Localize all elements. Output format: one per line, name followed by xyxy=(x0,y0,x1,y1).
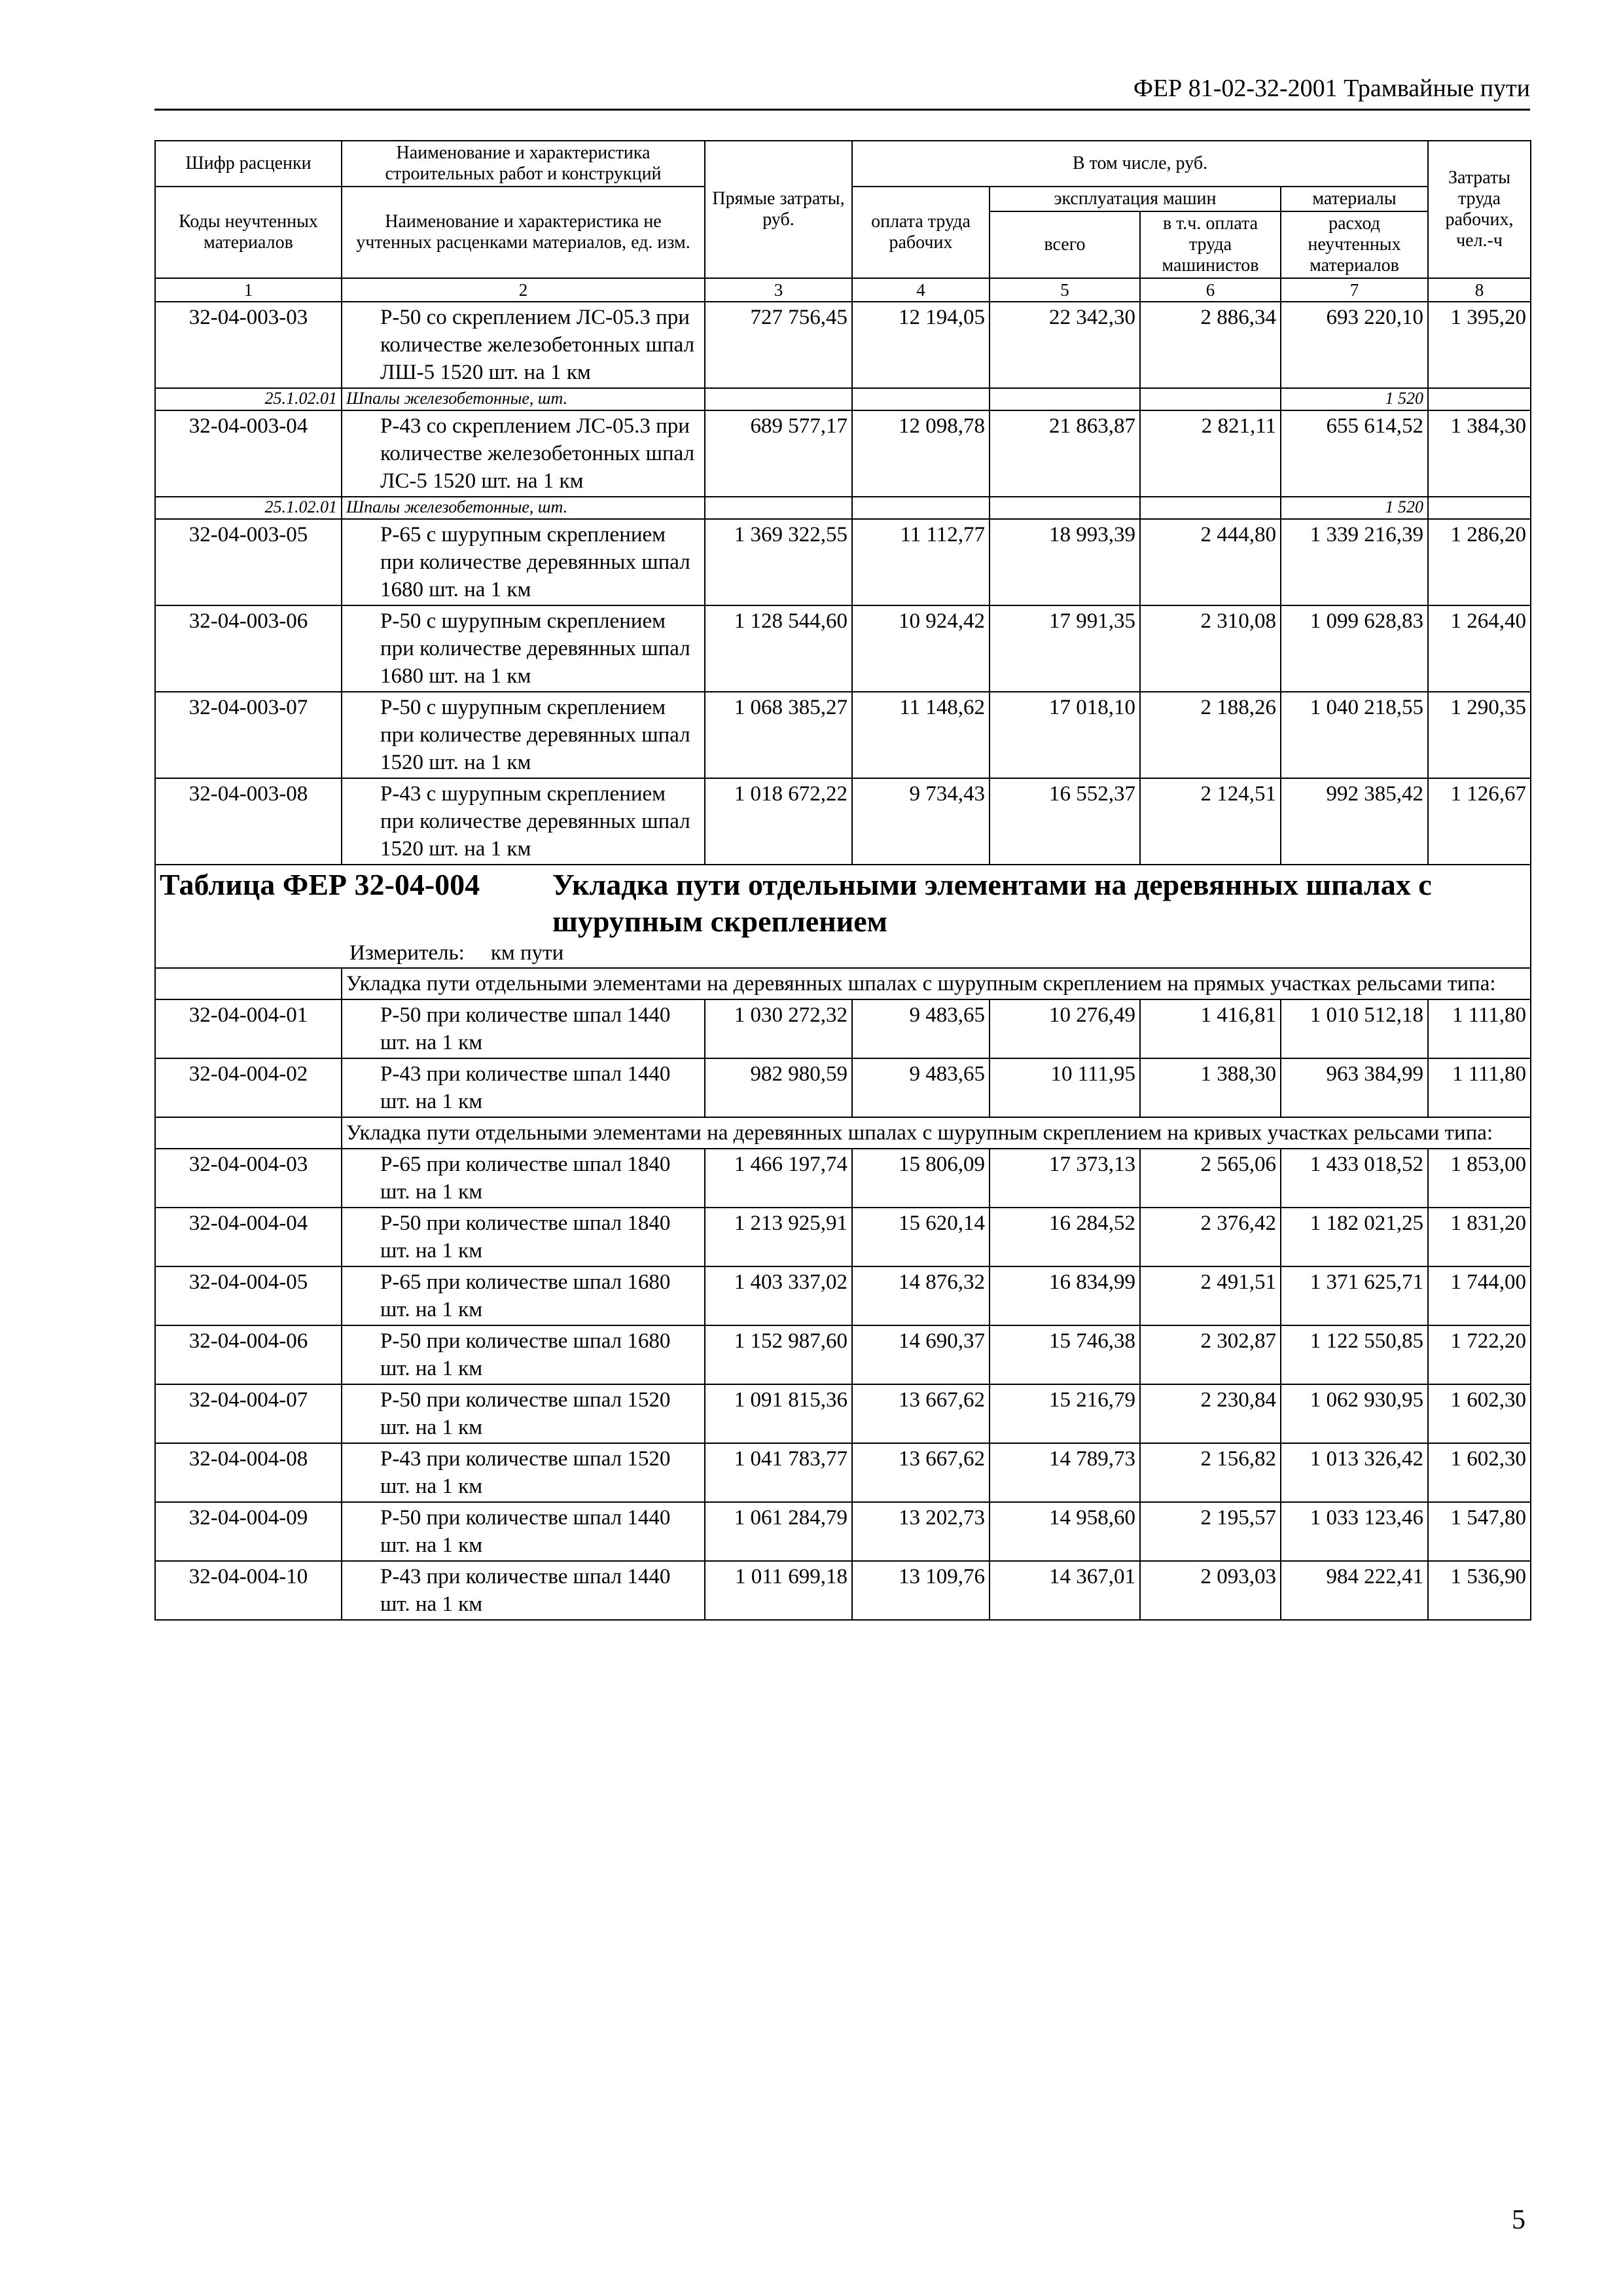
material-row xyxy=(155,497,1531,519)
value-direct: 1 369 322,55 xyxy=(705,519,852,605)
work-description: Р-50 при количестве шпал 1840 шт. на 1 км xyxy=(342,1208,705,1266)
material-row xyxy=(155,388,1531,410)
value-materials: 992 385,42 xyxy=(1281,778,1428,865)
value-direct: 689 577,17 xyxy=(705,410,852,497)
value-mach-labor: 2 156,82 xyxy=(1140,1443,1281,1502)
empty-cell xyxy=(705,497,852,519)
work-description: Р-50 при количестве шпал 1440 шт. на 1 км xyxy=(342,1502,705,1561)
value-labor-hours: 1 536,90 xyxy=(1428,1561,1531,1620)
value-mach-labor: 2 491,51 xyxy=(1140,1266,1281,1325)
value-labor: 13 109,76 xyxy=(852,1561,990,1620)
value-direct: 1 061 284,79 xyxy=(705,1502,852,1561)
value-labor-hours: 1 602,30 xyxy=(1428,1384,1531,1443)
value-materials: 655 614,52 xyxy=(1281,410,1428,497)
work-description: Р-43 со скреплением ЛС-05.3 при количестве железобетонных шпал ЛС-5 1520 шт. на 1 км xyxy=(342,410,705,497)
value-labor: 13 202,73 xyxy=(852,1502,990,1561)
work-description: Р-50 при количестве шпал 1680 шт. на 1 км xyxy=(342,1325,705,1384)
empty-cell xyxy=(1140,388,1281,410)
rate-code: 32-04-003-05 xyxy=(155,519,342,605)
subsection-heading: Укладка пути отдельными элементами на деревянных шпалах с шурупным скреплением на кривых участках рельсами типа: xyxy=(342,1117,1531,1149)
value-mach-labor: 2 821,11 xyxy=(1140,410,1281,497)
table-row xyxy=(155,692,1531,778)
value-mach-labor: 2 302,87 xyxy=(1140,1325,1281,1384)
empty-cell xyxy=(705,388,852,410)
measure-unit xyxy=(160,940,1526,966)
rate-code: 32-04-004-02 xyxy=(155,1058,342,1117)
column-number: 5 xyxy=(990,278,1140,302)
material-code: 25.1.02.01 xyxy=(155,388,342,410)
value-mach-labor: 2 376,42 xyxy=(1140,1208,1281,1266)
value-mach-total: 18 993,39 xyxy=(990,519,1140,605)
table-number: Таблица ФЕР 32-04-004 xyxy=(160,868,480,901)
rate-code: 32-04-004-04 xyxy=(155,1208,342,1266)
work-description: Р-43 с шурупным скреплением при количестве деревянных шпал 1520 шт. на 1 км xyxy=(342,778,705,865)
value-labor: 15 806,09 xyxy=(852,1149,990,1208)
empty-cell xyxy=(852,497,990,519)
value-mach-labor: 2 886,34 xyxy=(1140,302,1281,388)
value-mach-total: 21 863,87 xyxy=(990,410,1140,497)
material-code: 25.1.02.01 xyxy=(155,497,342,519)
value-mach-labor: 2 310,08 xyxy=(1140,605,1281,692)
value-labor: 12 194,05 xyxy=(852,302,990,388)
table-row xyxy=(155,1325,1531,1384)
value-materials: 693 220,10 xyxy=(1281,302,1428,388)
value-labor-hours: 1 853,00 xyxy=(1428,1149,1531,1208)
rate-code: 32-04-004-05 xyxy=(155,1266,342,1325)
subsection-heading: Укладка пути отдельными элементами на деревянных шпалах с шурупным скреплением на прямых участках рельсами типа: xyxy=(342,968,1531,999)
value-labor: 14 876,32 xyxy=(852,1266,990,1325)
table-row xyxy=(155,302,1531,388)
work-description: Р-50 со скреплением ЛС-05.3 при количестве железобетонных шпал ЛШ-5 1520 шт. на 1 км xyxy=(342,302,705,388)
value-direct: 1 030 272,32 xyxy=(705,999,852,1058)
value-labor-hours: 1 111,80 xyxy=(1428,999,1531,1058)
value-direct: 1 091 815,36 xyxy=(705,1384,852,1443)
value-labor: 15 620,14 xyxy=(852,1208,990,1266)
table-title xyxy=(160,867,1526,940)
table-row xyxy=(155,1561,1531,1620)
value-materials: 1 371 625,71 xyxy=(1281,1266,1428,1325)
value-labor: 11 148,62 xyxy=(852,692,990,778)
header-name: Наименование и характеристика строительных работ и конструкций xyxy=(342,141,705,187)
subsection-row xyxy=(155,1117,1531,1149)
value-direct: 1 403 337,02 xyxy=(705,1266,852,1325)
value-mach-total: 14 958,60 xyxy=(990,1502,1140,1561)
document-title: ФЕР 81-02-32-2001 Трамвайные пути xyxy=(1133,75,1530,102)
rate-code: 32-04-004-08 xyxy=(155,1443,342,1502)
column-number: 2 xyxy=(342,278,705,302)
value-mach-labor: 2 444,80 xyxy=(1140,519,1281,605)
column-number: 8 xyxy=(1428,278,1531,302)
work-description: Р-65 при количестве шпал 1680 шт. на 1 км xyxy=(342,1266,705,1325)
work-description: Р-43 при количестве шпал 1440 шт. на 1 км xyxy=(342,1058,705,1117)
rate-code: 32-04-003-08 xyxy=(155,778,342,865)
value-labor: 14 690,37 xyxy=(852,1325,990,1384)
rate-code: 32-04-003-04 xyxy=(155,410,342,497)
column-number: 4 xyxy=(852,278,990,302)
value-mach-total: 17 018,10 xyxy=(990,692,1140,778)
table-row xyxy=(155,1208,1531,1266)
measure-unit-value: км пути xyxy=(490,941,564,965)
rate-code: 32-04-004-07 xyxy=(155,1384,342,1443)
value-mach-labor: 2 124,51 xyxy=(1140,778,1281,865)
value-materials: 1 122 550,85 xyxy=(1281,1325,1428,1384)
value-direct: 1 041 783,77 xyxy=(705,1443,852,1502)
table-row xyxy=(155,1058,1531,1117)
value-labor: 10 924,42 xyxy=(852,605,990,692)
value-materials: 1 033 123,46 xyxy=(1281,1502,1428,1561)
value-labor-hours: 1 602,30 xyxy=(1428,1443,1531,1502)
value-mach-total: 15 746,38 xyxy=(990,1325,1140,1384)
page-number: 5 xyxy=(1512,2205,1525,2235)
rate-code: 32-04-004-10 xyxy=(155,1561,342,1620)
rate-code: 32-04-003-06 xyxy=(155,605,342,692)
value-mach-total: 16 284,52 xyxy=(990,1208,1140,1266)
measure-unit-label: Измеритель: xyxy=(349,941,465,965)
value-materials: 963 384,99 xyxy=(1281,1058,1428,1117)
work-description: Р-65 при количестве шпал 1840 шт. на 1 км xyxy=(342,1149,705,1208)
table-title-row xyxy=(155,865,1531,968)
value-mach-total: 16 834,99 xyxy=(990,1266,1140,1325)
rate-code: 32-04-004-03 xyxy=(155,1149,342,1208)
empty-cell xyxy=(155,1117,342,1149)
value-mach-total: 14 367,01 xyxy=(990,1561,1140,1620)
value-direct: 1 213 925,91 xyxy=(705,1208,852,1266)
value-labor-hours: 1 126,67 xyxy=(1428,778,1531,865)
empty-cell xyxy=(1428,388,1531,410)
value-mach-labor: 2 188,26 xyxy=(1140,692,1281,778)
rates-table xyxy=(154,140,1531,1621)
value-labor-hours: 1 384,30 xyxy=(1428,410,1531,497)
material-name: Шпалы железобетонные, шт. xyxy=(342,497,705,519)
table-row xyxy=(155,519,1531,605)
value-materials: 1 182 021,25 xyxy=(1281,1208,1428,1266)
empty-cell xyxy=(155,968,342,999)
header-direct-costs: Прямые затраты, руб. xyxy=(705,141,852,278)
value-direct: 1 128 544,60 xyxy=(705,605,852,692)
table-row xyxy=(155,999,1531,1058)
table-row xyxy=(155,1149,1531,1208)
header-machines: эксплуатация машин xyxy=(990,187,1281,211)
value-labor: 11 112,77 xyxy=(852,519,990,605)
material-quantity: 1 520 xyxy=(1281,497,1428,519)
header-labor-hours: Затраты труда рабочих, чел.-ч xyxy=(1428,141,1531,278)
value-mach-labor: 2 230,84 xyxy=(1140,1384,1281,1443)
rate-code: 32-04-004-06 xyxy=(155,1325,342,1384)
value-labor: 13 667,62 xyxy=(852,1443,990,1502)
rate-code: 32-04-004-09 xyxy=(155,1502,342,1561)
header-material-names: Наименование и характеристика не учтенных расценками материалов, ед. изм. xyxy=(342,187,705,278)
header-materials: материалы xyxy=(1281,187,1428,211)
value-labor-hours: 1 547,80 xyxy=(1428,1502,1531,1561)
value-labor-hours: 1 286,20 xyxy=(1428,519,1531,605)
value-materials: 984 222,41 xyxy=(1281,1561,1428,1620)
subsection-row xyxy=(155,968,1531,999)
table-row xyxy=(155,1502,1531,1561)
table-row xyxy=(155,605,1531,692)
table-row xyxy=(155,410,1531,497)
empty-cell xyxy=(1428,497,1531,519)
column-number: 3 xyxy=(705,278,852,302)
work-description: Р-50 при количестве шпал 1520 шт. на 1 км xyxy=(342,1384,705,1443)
material-quantity: 1 520 xyxy=(1281,388,1428,410)
value-mach-total: 17 373,13 xyxy=(990,1149,1140,1208)
value-labor-hours: 1 722,20 xyxy=(1428,1325,1531,1384)
table-title-cell xyxy=(155,865,1531,968)
rate-code: 32-04-003-03 xyxy=(155,302,342,388)
header-machinist-pay: в т.ч. оплата труда машинистов xyxy=(1140,211,1281,278)
header-unaccounted-materials: расход неучтенных материалов xyxy=(1281,211,1428,278)
value-labor-hours: 1 264,40 xyxy=(1428,605,1531,692)
value-mach-total: 22 342,30 xyxy=(990,302,1140,388)
table-row xyxy=(155,1443,1531,1502)
work-description: Р-43 при количестве шпал 1520 шт. на 1 км xyxy=(342,1443,705,1502)
value-direct: 1 466 197,74 xyxy=(705,1149,852,1208)
work-description: Р-65 с шурупным скреплением при количестве деревянных шпал 1680 шт. на 1 км xyxy=(342,519,705,605)
header-including: В том числе, руб. xyxy=(852,141,1428,187)
value-mach-total: 10 111,95 xyxy=(990,1058,1140,1117)
table-row xyxy=(155,778,1531,865)
table-title-text: Укладка пути отдельными элементами на деревянных шпалах с шурупным скреплением xyxy=(552,868,1432,938)
material-name: Шпалы железобетонные, шт. xyxy=(342,388,705,410)
value-direct: 1 011 699,18 xyxy=(705,1561,852,1620)
empty-cell xyxy=(852,388,990,410)
value-labor-hours: 1 395,20 xyxy=(1428,302,1531,388)
value-materials: 1 062 930,95 xyxy=(1281,1384,1428,1443)
value-labor-hours: 1 831,20 xyxy=(1428,1208,1531,1266)
work-description: Р-50 при количестве шпал 1440 шт. на 1 км xyxy=(342,999,705,1058)
value-mach-labor: 2 195,57 xyxy=(1140,1502,1281,1561)
value-direct: 1 152 987,60 xyxy=(705,1325,852,1384)
value-materials: 1 013 326,42 xyxy=(1281,1443,1428,1502)
value-direct: 982 980,59 xyxy=(705,1058,852,1117)
value-direct: 727 756,45 xyxy=(705,302,852,388)
value-mach-labor: 1 416,81 xyxy=(1140,999,1281,1058)
value-labor-hours: 1 744,00 xyxy=(1428,1266,1531,1325)
value-mach-labor: 1 388,30 xyxy=(1140,1058,1281,1117)
column-number: 6 xyxy=(1140,278,1281,302)
value-materials: 1 010 512,18 xyxy=(1281,999,1428,1058)
column-number: 7 xyxy=(1281,278,1428,302)
empty-cell xyxy=(1140,497,1281,519)
work-description: Р-43 при количестве шпал 1440 шт. на 1 км xyxy=(342,1561,705,1620)
rate-code: 32-04-003-07 xyxy=(155,692,342,778)
header-material-codes: Коды неучтенных материалов xyxy=(155,187,342,278)
empty-cell xyxy=(990,388,1140,410)
value-labor-hours: 1 111,80 xyxy=(1428,1058,1531,1117)
column-number: 1 xyxy=(155,278,342,302)
work-description: Р-50 с шурупным скреплением при количестве деревянных шпал 1520 шт. на 1 км xyxy=(342,692,705,778)
value-direct: 1 068 385,27 xyxy=(705,692,852,778)
rate-code: 32-04-004-01 xyxy=(155,999,342,1058)
work-description: Р-50 с шурупным скреплением при количестве деревянных шпал 1680 шт. на 1 км xyxy=(342,605,705,692)
value-labor: 9 483,65 xyxy=(852,1058,990,1117)
header-code: Шифр расценки xyxy=(155,141,342,187)
value-materials: 1 099 628,83 xyxy=(1281,605,1428,692)
value-mach-labor: 2 093,03 xyxy=(1140,1561,1281,1620)
value-labor: 9 734,43 xyxy=(852,778,990,865)
table-row xyxy=(155,1266,1531,1325)
empty-cell xyxy=(990,497,1140,519)
value-mach-total: 10 276,49 xyxy=(990,999,1140,1058)
value-mach-total: 14 789,73 xyxy=(990,1443,1140,1502)
value-direct: 1 018 672,22 xyxy=(705,778,852,865)
value-labor: 13 667,62 xyxy=(852,1384,990,1443)
header-labor-pay: оплата труда рабочих xyxy=(852,187,990,278)
table-row xyxy=(155,1384,1531,1443)
value-mach-total: 16 552,37 xyxy=(990,778,1140,865)
value-mach-total: 17 991,35 xyxy=(990,605,1140,692)
header-machines-total: всего xyxy=(990,211,1140,278)
document-header xyxy=(154,73,1530,111)
value-mach-total: 15 216,79 xyxy=(990,1384,1140,1443)
value-labor: 12 098,78 xyxy=(852,410,990,497)
value-materials: 1 433 018,52 xyxy=(1281,1149,1428,1208)
value-materials: 1 339 216,39 xyxy=(1281,519,1428,605)
value-materials: 1 040 218,55 xyxy=(1281,692,1428,778)
value-labor: 9 483,65 xyxy=(852,999,990,1058)
value-mach-labor: 2 565,06 xyxy=(1140,1149,1281,1208)
value-labor-hours: 1 290,35 xyxy=(1428,692,1531,778)
